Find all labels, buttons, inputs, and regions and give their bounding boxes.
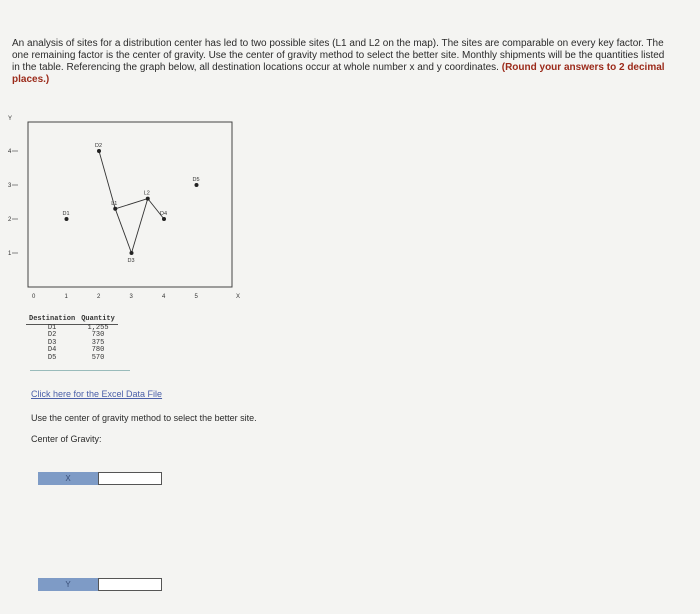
- point-l1: [113, 207, 117, 211]
- location-graph: [0, 112, 250, 312]
- table-row: [26, 340, 118, 348]
- y-tick-label: 4: [8, 149, 12, 155]
- point-label-l1: L1: [111, 200, 118, 207]
- table-cell-quantity: 780: [91, 346, 105, 355]
- table-cell-destination: D5: [47, 353, 57, 362]
- table-row: [26, 332, 118, 340]
- route-line-l1: [115, 209, 131, 253]
- excel-file-link[interactable]: Click here for the Excel Data File: [31, 389, 163, 399]
- problem-statement: [12, 38, 672, 86]
- y-axis-label: Y: [8, 116, 13, 122]
- point-d1: [65, 217, 69, 221]
- table-cell-quantity: 730: [91, 331, 105, 340]
- problem-text: An analysis of sites for a distribution center has led to two possible sites (L1 and L2 on the map). The sites are comparable on every key factor. The one remaining factor is the center of gravity. Use the center of gravity method to select the better site. Monthly shipments will be the quantities listed in the table. Referencing the graph below, all destination locations occur at whole number x and y coordinates.: [12, 38, 665, 73]
- point-label-l2: L2: [143, 190, 150, 197]
- y-coordinate-input[interactable]: [98, 578, 162, 591]
- point-label-d1: D1: [62, 211, 70, 217]
- location-graph-svg: [0, 112, 250, 312]
- x-coordinate-label: X: [38, 472, 98, 485]
- instruction-text: Use the center of gravity method to select the better site.: [31, 413, 257, 423]
- table-cell-destination: D4: [47, 346, 57, 355]
- table-header-quantity: Quantity: [78, 316, 118, 324]
- point-label-d3: D3: [127, 258, 135, 264]
- answer-row-x: [38, 472, 162, 485]
- table-row: [26, 324, 118, 332]
- x-tick-label: 0: [32, 294, 36, 300]
- point-label-d4: D4: [160, 211, 168, 217]
- point-l2: [146, 197, 150, 201]
- table-cell-destination: D3: [47, 338, 57, 347]
- quantity-table: [26, 316, 118, 363]
- point-d2: [97, 149, 101, 153]
- route-line-l1: [115, 199, 148, 209]
- point-label-d5: D5: [192, 177, 200, 183]
- point-label-d2: D2: [95, 143, 103, 149]
- rounding-note: (Round your answers to 2 decimal places.): [12, 62, 665, 85]
- route-line-l2: [132, 199, 148, 253]
- table-cell-quantity: 375: [91, 338, 105, 347]
- x-tick-label: 2: [97, 294, 101, 300]
- y-coordinate-label: Y: [38, 578, 98, 591]
- x-tick-label: 4: [162, 294, 166, 300]
- point-d5: [195, 183, 199, 187]
- x-tick-label: 3: [129, 294, 133, 300]
- table-cell-quantity: 1,255: [87, 323, 109, 332]
- table-row: [26, 355, 118, 363]
- x-coordinate-input[interactable]: [98, 472, 162, 485]
- table-header-destination: Destination: [26, 316, 78, 324]
- answer-row-y: [38, 578, 162, 591]
- point-d4: [162, 217, 166, 221]
- table-cell-destination: D2: [47, 331, 57, 340]
- table-cell-destination: D1: [47, 323, 57, 332]
- y-tick-label: 3: [8, 183, 12, 189]
- center-of-gravity-label: Center of Gravity:: [31, 434, 102, 444]
- y-tick-label: 2: [8, 217, 12, 223]
- table-row: [26, 347, 118, 355]
- x-tick-label: 1: [64, 294, 68, 300]
- y-tick-label: 1: [8, 251, 12, 257]
- divider: [30, 370, 130, 371]
- table-cell-quantity: 570: [91, 353, 105, 362]
- x-tick-label: 5: [194, 294, 198, 300]
- point-d3: [130, 251, 134, 255]
- x-axis-label: X: [236, 294, 241, 300]
